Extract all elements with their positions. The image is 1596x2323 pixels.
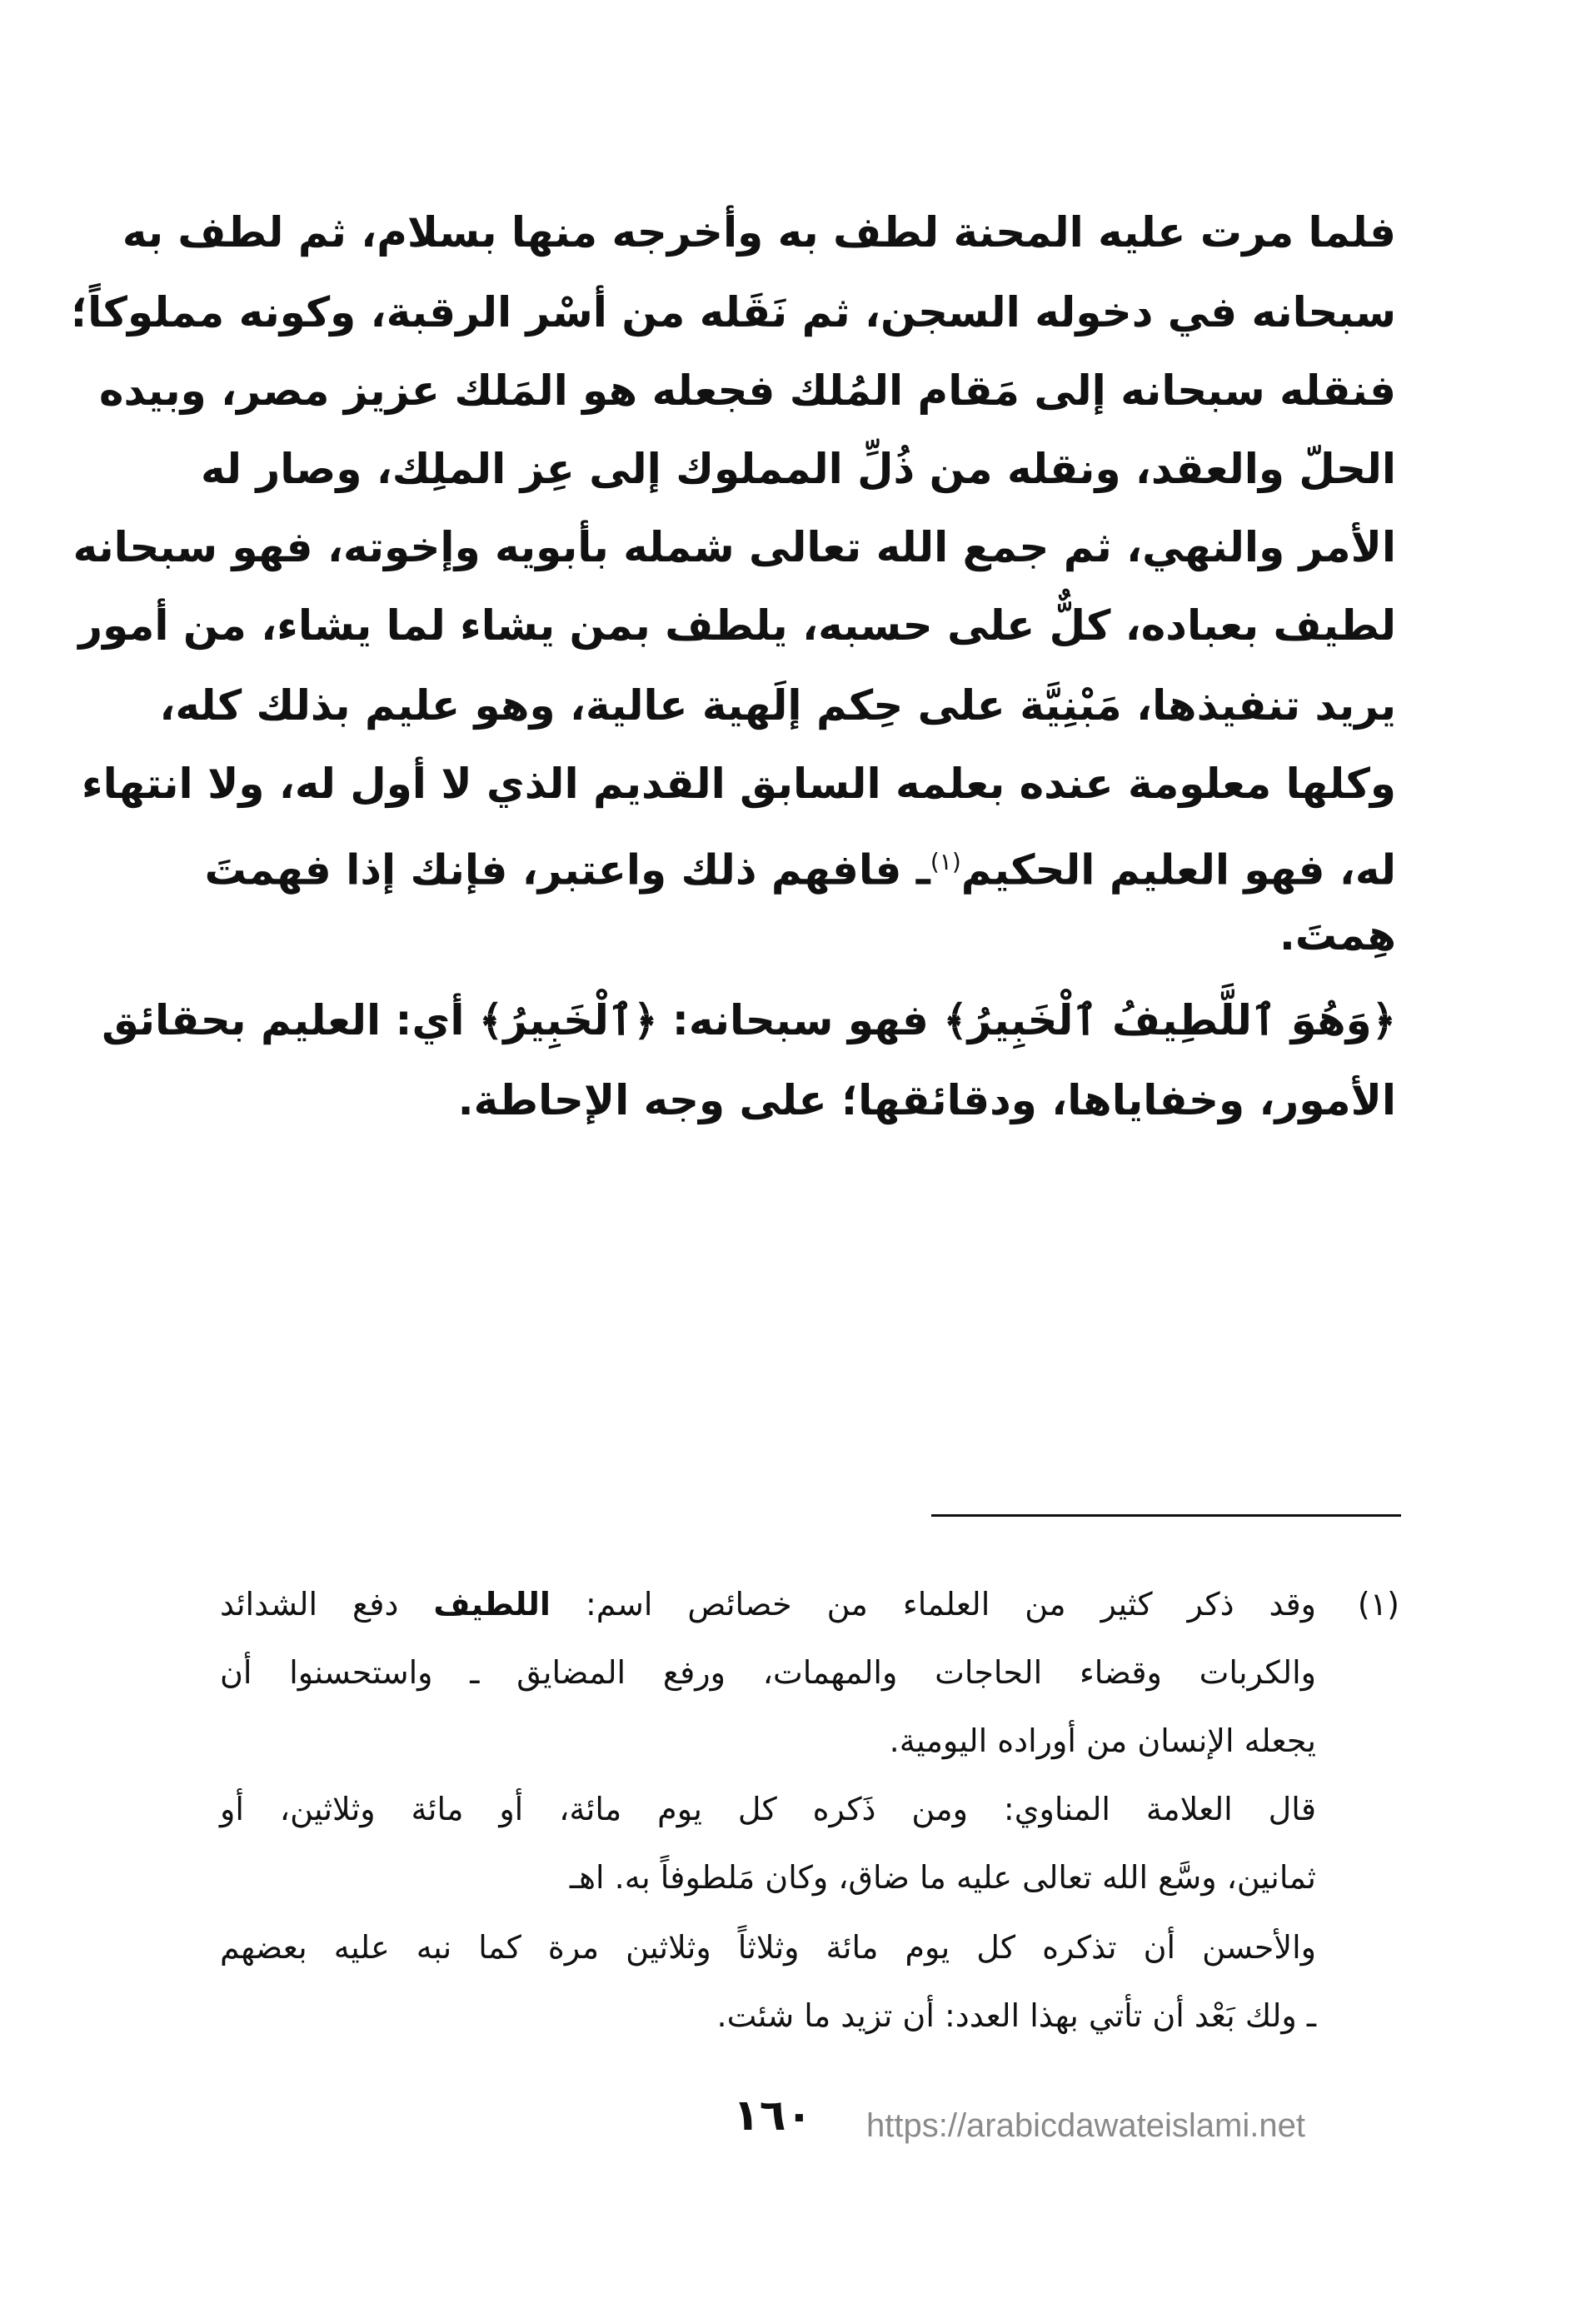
body-line: الأمر والنهي، ثم جمع الله تعالى شمله بأبويه وإخوته، فهو سبحانه [72, 523, 1396, 571]
watermark-url: https://arabicdawateislami.net [866, 2107, 1305, 2144]
body-line: يريد تنفيذها، مَبْنِيَّة على حِكم إلَهية عالية، وهو عليم بذلك كله، [159, 681, 1396, 730]
body-text: له، فهو العليم الحكيم [960, 845, 1396, 895]
footnote-separator [931, 1514, 1401, 1517]
footnote-text: وقد ذكر كثير من العلماء من خصائص اسم: [550, 1586, 1316, 1623]
body-line: فنقله سبحانه إلى مَقام المُلك فجعله هو المَلك عزيز مصر، وبيده [99, 366, 1396, 415]
footnote-bold-term: اللطيف [433, 1586, 551, 1623]
body-line [204, 823, 1396, 901]
body-line: لطيف بعباده، كلٌّ على حسبه، يلطف بمن يشاء لما يشاء، من أمور [78, 601, 1396, 650]
footnote-line: يجعله الإنسان من أوراده اليومية. [889, 1722, 1316, 1759]
verse-line: ﴿وَهُوَ ٱللَّطِيفُ ٱلْخَبِيرُ﴾ فهو سبحانه: ﴿ٱلْخَبِيرُ﴾ أي: العليم بحقائق [102, 996, 1396, 1044]
footnote-line: ثمانين، وسَّع الله تعالى عليه ما ضاق، وكان مَلطوفاً به. اهـ [569, 1859, 1316, 1896]
body-line: فلما مرت عليه المحنة لطف به وأخرجه منها بسلام، ثم لطف به [122, 208, 1396, 257]
footnote-line [220, 1571, 1316, 1638]
body-line: سبحانه في دخوله السجن، ثم نَقَله من أسْر الرقبة، وكونه مملوكاً؛ [71, 288, 1396, 336]
footnote-line: والكربات وقضاء الحاجات والمهمات، ورفع المضايق ـ واستحسنوا أن [220, 1654, 1316, 1691]
body-line: وكلها معلومة عنده بعلمه السابق القديم الذي لا أول له، ولا انتهاء [82, 760, 1396, 808]
footnote-line: والأحسن أن تذكره كل يوم مائة وثلاثاً وثلاثين مرة كما نبه عليه بعضهم [220, 1929, 1316, 1966]
verse-line: الأمور، وخفاياها، ودقائقها؛ على وجه الإحاطة. [457, 1076, 1396, 1124]
footnote-line: قال العلامة المناوي: ومن ذَكره كل يوم مائة، أو مائة وثلاثين، أو [220, 1791, 1316, 1827]
body-line: الحلّ والعقد، ونقله من ذُلِّ المملوك إلى عِز الملِك، وصار له [200, 445, 1396, 493]
footnote-text: دفع الشدائد [220, 1586, 434, 1623]
footnote-marker: (١) [1357, 1586, 1399, 1623]
body-text: ـ فافهم ذلك واعتبر، فإنك إذا فهمتَ [204, 845, 930, 895]
footnote-reference[interactable]: (١) [930, 848, 961, 875]
footnote-line: ـ ولك بَعْد أن تأتي بهذا العدد: أن تزيد ما شئت. [716, 1997, 1316, 2034]
page-number: ١٦٠ [733, 2091, 813, 2141]
body-line: هِمتَ. [1279, 911, 1396, 960]
